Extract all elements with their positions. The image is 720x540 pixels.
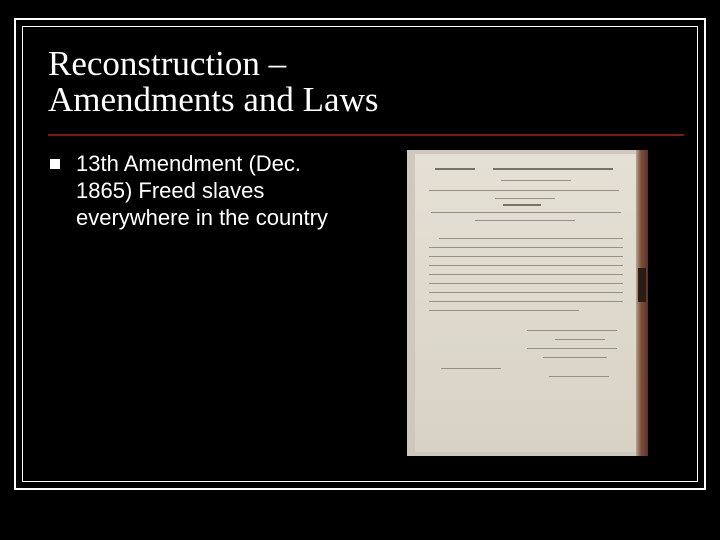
slide-title [48,46,648,118]
document-tab [638,268,646,302]
doc-handwriting [435,168,475,170]
doc-line [429,283,623,284]
doc-line [429,301,623,302]
doc-signature [441,368,501,369]
doc-resolution-heading [503,204,541,206]
doc-line [475,220,575,221]
doc-line [429,256,623,257]
doc-line [429,274,623,275]
doc-line [429,292,623,293]
doc-line [429,265,623,266]
doc-line [429,247,623,248]
document-binding [636,150,648,456]
square-bullet-icon [50,159,60,169]
slide-title-line-2: Amendments and Laws [48,80,379,119]
doc-signature [549,376,609,377]
doc-line [495,198,555,199]
doc-line [429,190,619,191]
doc-line [431,212,621,213]
title-divider [48,134,684,136]
doc-signature [555,339,605,340]
doc-heading [493,168,613,170]
doc-line [429,310,579,311]
doc-line [501,180,571,181]
doc-line [439,238,623,239]
document-photo [407,150,648,456]
slide-title-line-1: Reconstruction – [48,44,287,83]
bullet-text: 13th Amendment (Dec. 1865) Freed slaves everywhere in the country [76,151,328,230]
doc-signature [527,348,617,349]
doc-signature [527,330,617,331]
document-page [415,154,637,452]
doc-signature [543,357,607,358]
